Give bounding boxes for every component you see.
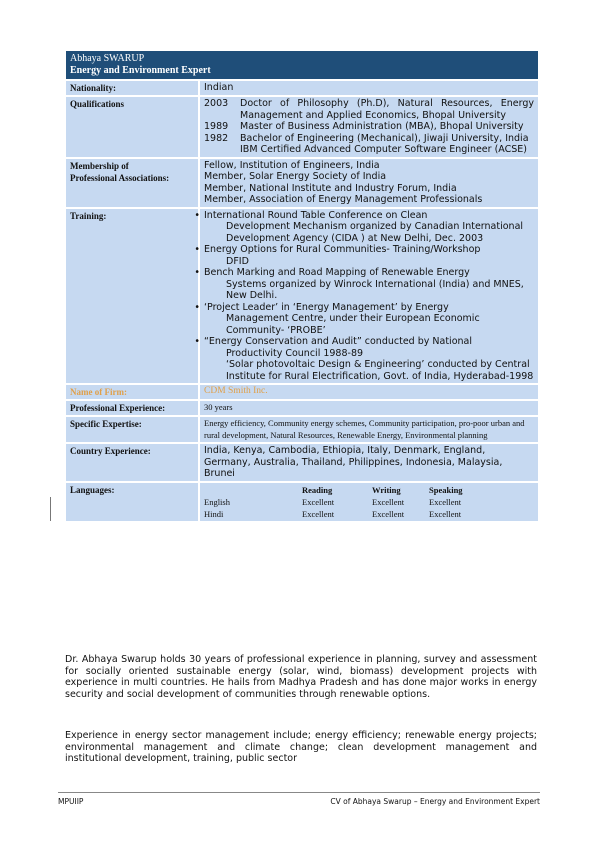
row-training <box>65 208 539 385</box>
label-qualifications: Qualifications <box>65 96 199 158</box>
row-firm <box>65 384 539 400</box>
membership-item: Member, Solar Energy Society of India <box>204 171 387 182</box>
row-experience <box>65 400 539 416</box>
label-expertise: Specific Expertise: <box>65 416 199 443</box>
lang-header-reading: Reading <box>302 484 333 495</box>
qualification-year: 1989 <box>204 121 229 132</box>
value-nationality: Indian <box>199 80 539 96</box>
lang-level: Excellent <box>372 508 405 519</box>
label-firm: Name of Firm: <box>65 384 199 400</box>
qualification-item <box>204 133 534 145</box>
qualification-text: Master of Business Administration (MBA), Bhopal University <box>240 121 524 132</box>
membership-item: Member, National Institute and Industry Forum, India <box>204 182 457 194</box>
change-marker <box>50 497 51 521</box>
training-item <box>194 336 534 382</box>
qualification-item <box>204 121 534 133</box>
qualification-year: 2003 <box>204 98 229 109</box>
lang-level: Excellent <box>372 496 405 507</box>
row-expertise <box>65 416 539 443</box>
footer-divider <box>58 792 540 793</box>
lang-level: Excellent <box>302 496 335 507</box>
value-experience: 30 years <box>199 400 539 416</box>
qualification-item <box>204 98 534 121</box>
training-item <box>194 209 534 245</box>
row-nationality <box>65 80 539 96</box>
qualification-item <box>204 144 534 156</box>
lang-name: Hindi <box>204 508 224 519</box>
languages-grid <box>204 484 534 520</box>
expert-name: Abhaya SWARUP <box>70 53 145 64</box>
qualification-year: 1982 <box>204 132 229 144</box>
row-membership <box>65 158 539 208</box>
lang-level: Excellent <box>429 508 462 519</box>
training-item-detail: DFID <box>226 255 249 267</box>
cv-header <box>65 50 539 80</box>
cv-table <box>65 80 539 522</box>
lang-level: Excellent <box>302 508 335 519</box>
qualification-text: Bachelor of Engineering (Mechanical), Jiwaji University, India <box>240 132 529 144</box>
lang-header-writing: Writing <box>372 484 401 495</box>
footer-right: CV of Abhaya Swarup – Energy and Environment Expert <box>330 797 540 806</box>
lang-level: Excellent <box>429 496 462 507</box>
bullet-icon: • <box>194 336 200 347</box>
training-item-detail: Systems organized by Winrock International (India) and MNES, New Delhi. <box>226 278 524 301</box>
bullet-icon: • <box>194 267 200 278</box>
lang-header <box>204 484 302 496</box>
label-membership <box>65 158 199 208</box>
qualification-text: Doctor of Philosophy (Ph.D), Natural Resources, Energy Management and Applied Economics, Bhopal University <box>240 98 534 121</box>
training-item-title: “Energy Conservation and Audit” conducted by National <box>204 336 472 347</box>
training-item-title: Bench Marking and Road Mapping of Renewable Energy <box>204 267 470 278</box>
label-country: Country Experience: <box>65 443 199 482</box>
training-item <box>194 244 534 267</box>
bullet-icon: • <box>194 209 200 221</box>
membership-item: Fellow, Institution of Engineers, India <box>204 159 380 171</box>
label-membership-line2: Professional Associations: <box>70 172 170 183</box>
value-languages <box>199 482 539 522</box>
bullet-icon: • <box>194 301 200 313</box>
bullet-icon: • <box>194 244 200 255</box>
training-item-detail: Management Centre, under their European Economic Community- ‘PROBE’ <box>226 313 480 336</box>
label-membership-line1: Membership of <box>70 160 129 171</box>
label-nationality: Nationality: <box>65 80 199 96</box>
experience-paragraph: Experience in energy sector management include; energy efficiency; renewable energy projects; environmental management and climate change; clean development management and institutional development, training, public sector <box>65 730 537 764</box>
row-qualifications <box>65 96 539 158</box>
label-languages: Languages: <box>65 482 199 522</box>
bio-paragraph: Dr. Abhaya Swarup holds 30 years of professional experience in planning, survey and assessment for socially oriented sustainable energy (solar, wind, biomass) development projects with experience in multi countries. He hails from Madhya Pradesh and has done major works in energy security and social development of communities through renewable options. <box>65 654 537 700</box>
qualification-text: IBM Certified Advanced Computer Software Engineer (ACSE) <box>240 144 527 155</box>
lang-name: English <box>204 496 230 507</box>
value-firm: CDM Smith Inc. <box>199 384 539 400</box>
training-item-title: International Round Table Conference on Clean <box>204 209 428 221</box>
cv-sheet <box>65 50 539 522</box>
label-training: Training: <box>65 208 199 385</box>
training-item-detail: Development Mechanism organized by Canadian International Development Agency (CIDA ) at New Delhi, Dec. 2003 <box>226 221 524 244</box>
value-qualifications <box>199 96 539 158</box>
row-country <box>65 443 539 482</box>
expert-role: Energy and Environment Expert <box>70 65 211 76</box>
lang-header-speaking: Speaking <box>429 484 463 495</box>
training-item <box>194 301 534 337</box>
training-item-title: Energy Options for Rural Communities- Training/Workshop <box>204 244 481 255</box>
qualification-year <box>204 144 240 156</box>
label-experience: Professional Experience: <box>65 400 199 416</box>
training-item <box>194 267 534 302</box>
training-item-extra: ‘Solar photovoltaic Design & Engineering’ conducted by Central Institute for Rural Electrification, Govt. of India, Hyderabad-1998 <box>226 359 534 382</box>
value-membership <box>199 158 539 208</box>
footer-left: MPUIIP <box>58 797 84 806</box>
row-languages <box>65 482 539 522</box>
training-item-detail: Productivity Council 1988-89 <box>226 347 364 359</box>
value-country: India, Kenya, Cambodia, Ethiopia, Italy, Denmark, England, Germany, Australia, Thailand, Philippines, Indonesia, Malaysia, Brunei <box>199 443 539 482</box>
value-expertise: Energy efficiency, Community energy schemes, Community participation, pro-poor urban and rural development, Natural Resources, Renewable Energy, Environmental planning <box>199 416 539 443</box>
value-training <box>194 208 539 385</box>
training-item-title: ‘Project Leader’ in ‘Energy Management’ by Energy <box>204 301 449 313</box>
membership-item: Member, Association of Energy Management Professionals <box>204 194 483 205</box>
